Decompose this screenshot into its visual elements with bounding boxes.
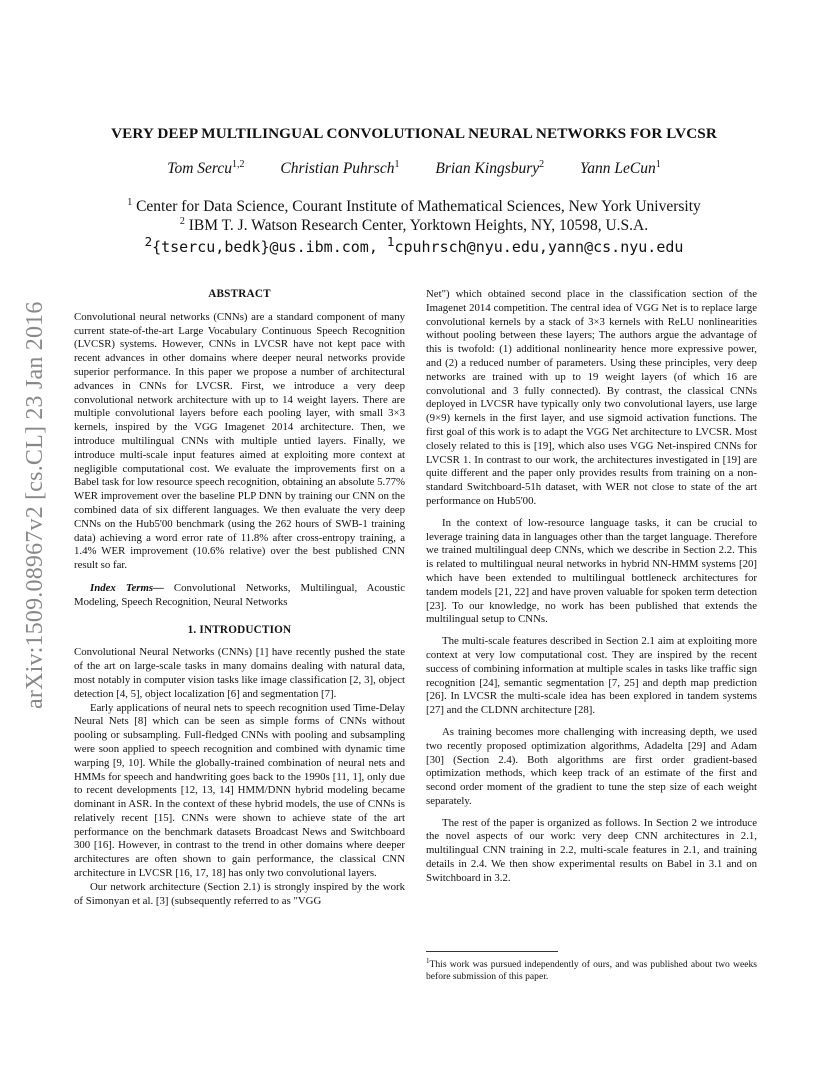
- affiliation-1: $^1$ Center for Data Science, Courant Institute of Mathematical Sciences, New York University: [127, 196, 701, 215]
- footnote: $^1$This work was pursued independently of ours, and was published about two weeks before submission of this paper.: [426, 957, 757, 983]
- intro-paragraph-5: In the context of low-resource language tasks, it can be crucial to leverage training data in languages other than the target language. Therefore we trained multilingual deep CNNs, which we describe in Section 2.2. This is related to multilingual neural networks in hybrid NN-HMM systems [20] which have been extended to multilingual bottleneck architectures for tandem models [21, 22] and have proven valuable for spoken term detection [23]. To our knowledge, no work has been published that extends the multilingual setup to CNNs.: [426, 516, 757, 626]
- arxiv-identifier: arXiv:1509.08967v2 [cs.CL] 23 Jan 2016: [22, 301, 48, 709]
- intro-paragraph-2: Early applications of neural nets to speech recognition used Time-Delay Neural Nets [8] which can be seen as simple forms of CNNs without pooling or subsampling. Full-fledged CNNs with pooling and subsampling were soon applied to speech recognition and combined with dynamic time warping [9, 10]. While the globally-trained combination of neural nets and HMMs for speech and handwriting goes back to the 1990s [11, 1], only due to recent developments [12, 13, 14] HMM/DNN hybrid modeling became dominant in ASR. In the context of these hybrid models, the use of CNNs is relatively recent [15]. CNNs were shown to achieve state of the art performance on the benchmark datasets Broadcast News and Switchboard 300 [16]. However, in contrast to the trend in other domains where deeper architectures are often shown to gain performance, the classical CNN architecture in LVCSR [16, 17, 18] has only two convolutional layers.: [74, 701, 405, 880]
- author-2: Christian Puhrsch$^1$: [280, 158, 400, 177]
- right-column: [426, 288, 757, 886]
- author-3: Brian Kingsbury$^2$: [435, 158, 545, 177]
- intro-paragraph-3: Our network architecture (Section 2.1) is strongly inspired by the work of Simonyan et al. [3] (subsequently referred to as "VGG: [74, 880, 405, 907]
- author-4: Yann LeCun$^1$: [580, 158, 661, 177]
- intro-paragraph-7: As training becomes more challenging with increasing depth, we used two recently proposed optimization algorithms, Adadelta [29] and Adam [30] (Section 2.4). Both algorithms are first order gradient-based optimization methods, which keep track of an estimate of the first and second order moment of the gradient to tune the step size of each weight separately.: [426, 725, 757, 807]
- affiliation-2: $^2$ IBM T. J. Watson Research Center, Yorktown Heights, NY, 10598, U.S.A.: [179, 215, 649, 234]
- intro-paragraph-4: Net") which obtained second place in the classification section of the Imagenet 2014 competition. The central idea of VGG Net is to replace large convolutional kernels by a stack of 3×3 kernels with ReLU nonlinearities without pooling between these layers; The authors argue the advantage of this is twofold: (1) additional nonlinearity hence more expressive power, and (2) a reduced number of parameters. Using these principles, very deep networks are trained with up to 19 weight layers (of which 16 are convolutional and 3 fully connected). By contrast, the classical CNNs deployed in LVCSR have typically only two convolutional layers, use large (9×9) kernels in the first layer, and use sigmoid activation functions. The first goal of this work is to adapt the VGG Net architecture to LVCSR. Most closely related to this is [19], which also uses VGG Net-inspired CNNs for LVCSR 1. In contrast to our work, the architectures investigated in [19] are quite different and the paper only provides results from training on a non-standard Switchboard-51h dataset, with WER not close to state of the art performance on Hub5'00.: [426, 288, 757, 507]
- author-emails: $^2${tsercu,bedk}@us.ibm.com, $^1$cpuhrsch@nyu.edu,yann@cs.nyu.edu: [144, 234, 684, 256]
- left-column: [74, 288, 405, 908]
- paper-title: VERY DEEP MULTILINGUAL CONVOLUTIONAL NEURAL NETWORKS FOR LVCSR: [111, 125, 717, 142]
- intro-paragraph-1: Convolutional Neural Networks (CNNs) [1] have recently pushed the state of the art on large-scale tasks in many domains dealing with natural data, most notably in computer vision tasks like image classification [2, 3], object detection [4, 5], object localization [6] and segmentation [7].: [74, 646, 405, 700]
- section-heading-introduction: 1. INTRODUCTION: [187, 623, 292, 636]
- index-terms: Index Terms— Convolutional Networks, Multilingual, Acoustic Modeling, Speech Recognition, Neural Networks: [74, 581, 405, 608]
- affiliations: [60, 197, 768, 235]
- author-1: Tom Sercu$^{1,2}$: [167, 158, 245, 177]
- intro-paragraph-6: The multi-scale features described in Section 2.1 aim at exploiting more context at very low computational cost. They are inspired by the recent success of combining information at multiple scales in tasks like traffic sign recognition [24], semantic segmentation [7, 25] and depth map prediction [26]. In LVCSR the multi-scale idea has been explored in tandem systems [27] and the CLDNN architecture [28].: [426, 635, 757, 717]
- abstract-heading: ABSTRACT: [208, 288, 271, 300]
- author-list: [60, 160, 768, 178]
- footnote-rule: [426, 951, 558, 952]
- intro-paragraph-8: The rest of the paper is organized as follows. In Section 2 we introduce the novel aspects of our work: very deep CNN architectures in 2.1, multilingual CNN training in 2.2, multi-scale features in 2.1, and training details in 2.4. We then show experimental results on Babel in 3.1 and on Switchboard in 3.2.: [426, 816, 757, 884]
- abstract-text: Convolutional neural networks (CNNs) are a standard component of many current state-of-the-art Large Vocabulary Continuous Speech Recognition (LVCSR) systems. However, CNNs in LVCSR have not kept pace with recent advances in other domains where deeper neural networks provide superior performance. In this paper we propose a number of architectural advances in CNNs for LVCSR. First, we introduce a very deep convolutional network architecture with up to 14 weight layers. There are multiple convolutional layers before each pooling layer, with small 3×3 kernels, inspired by the VGG Imagenet 2014 architecture. Then, we introduce multilingual CNNs with multiple untied layers. Finally, we introduce multi-scale input features aimed at exploiting more context at negligible computational cost. We evaluate the improvements first on a Babel task for low resource speech recognition, obtaining an absolute 5.77% WER improvement over the baseline PLP DNN by training our CNN on the combined data of six different languages. We then evaluate the very deep CNNs on the Hub5'00 benchmark (using the 262 hours of SWB-1 training data) achieving a word error rate of 11.8% after cross-entropy training, a 1.4% WER improvement (10.6% relative) over the best published CNN result so far.: [74, 310, 406, 572]
